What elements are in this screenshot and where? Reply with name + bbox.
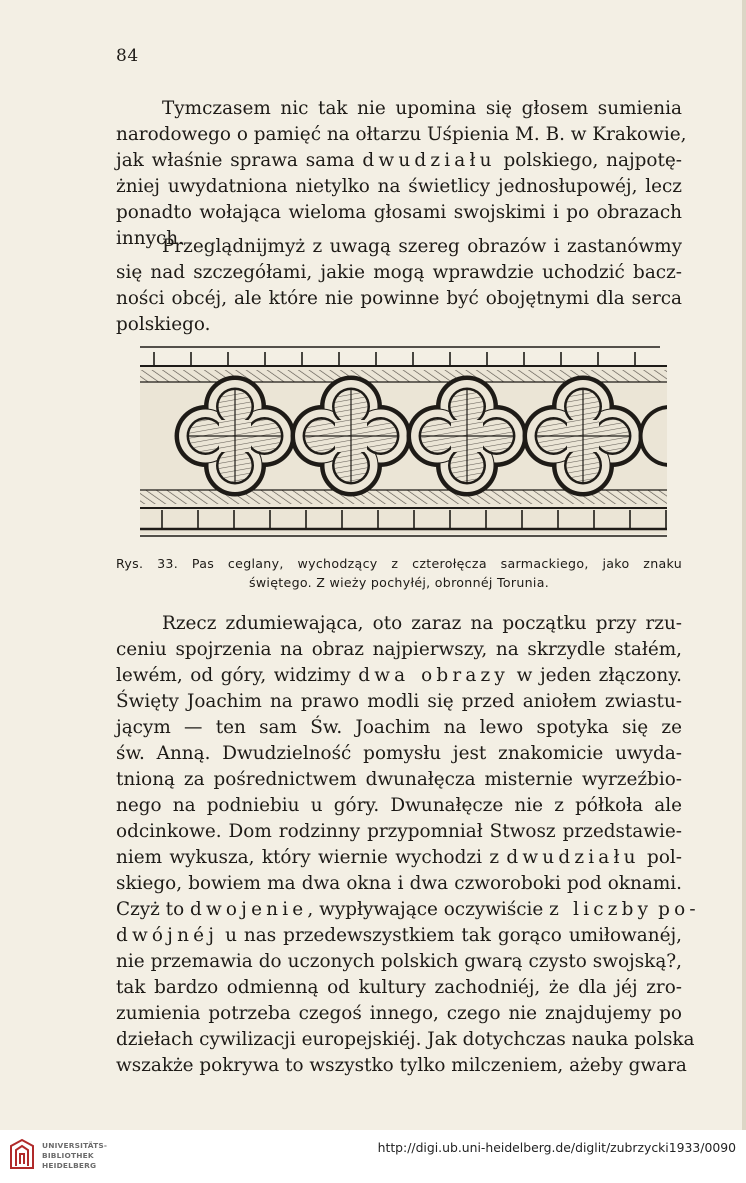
text-run: skiego, bowiem ma dwa okna i dwa czworoboki pod oknami. [116,873,682,894]
text-line [116,819,682,845]
text-line [116,1001,682,1027]
paragraph-text [116,96,687,252]
brick-band-drawing [140,340,667,540]
text-run: żniej uwydatniona nietylko na świetlicy jednosłupowéj, lecz [116,176,682,197]
text-run: polskiego, najpotę- [495,150,682,171]
text-line [116,663,682,689]
text-run: dziełach cywilizacji europejskiéj. Jak dotychczas nauka polska [116,1029,695,1050]
text-line [116,1053,687,1079]
text-line [116,767,682,793]
text-run: jak właśnie sprawa sama [116,150,363,171]
text-line [116,312,682,338]
library-name-line-2: BIBLIOTHEK [42,1151,94,1160]
text-line [116,923,682,949]
text-run: św. Anną. Dwudzielność pomysłu jest znakomicie uwyda- [116,743,682,764]
spaced-emphasis: dwójnéj [116,925,219,946]
permalink-url[interactable]: http://digi.ub.uni-heidelberg.de/diglit/zubrzycki1933/0090 [377,1140,736,1155]
text-run: innych. [116,228,184,249]
text-run: wszakże pokrywa to wszystko tylko milczeniem, ażeby gwara [116,1055,687,1076]
text-run: ności obcéj, ale które nie powinne być obojętnymi dla serca [116,288,682,309]
text-run: polskiego. [116,314,211,335]
library-footer [0,1130,746,1183]
text-line [116,689,682,715]
text-line [116,949,682,975]
page-number: 84 [116,46,139,66]
text-run: zumienia potrzeba czegoś innego, czego nie znajdujemy po [116,1003,682,1024]
library-name-line-1: UNIVERSITÄTS- [42,1141,108,1150]
text-line [116,871,682,897]
text-run: się nad szczegółami, jakie mogą wprawdzie uchodzić bacz- [116,262,682,283]
paragraph-3 [116,611,700,1079]
spaced-emphasis: z liczby [549,899,653,920]
text-run: u nas przedewszystkiem tak gorąco umiłowanéj, [218,925,682,946]
text-line [116,148,682,174]
text-run: jącym — ten sam Św. Joachim na lewo spotyka się ze [116,717,682,738]
text-line [116,715,682,741]
text-line [116,1027,695,1053]
paragraph-2 [116,234,682,338]
text-line [116,741,682,767]
text-run: Czyż to [116,899,190,920]
text-line [116,174,682,200]
text-run: ponadto wołająca wieloma głosami swojskimi i po obrazach [116,202,682,223]
text-line [116,845,682,871]
text-line [116,897,700,923]
text-line [116,234,682,260]
library-name [42,1141,107,1171]
text-run: lewém, od góry, widzimy [116,665,359,686]
text-run: nie przemawia do uczonych polskich gwarą czysto swojską?, [116,951,682,972]
text-line [116,793,682,819]
spaced-emphasis: dwudziału [506,847,640,868]
library-logo [8,1138,148,1174]
text-line [116,975,682,1001]
text-line [116,260,682,286]
text-line [116,200,682,226]
paragraph-text [116,611,700,1079]
text-line [116,96,682,122]
caption-line-1: Rys. 33. Pas ceglany, wychodzący z czterołęcza sarmackiego, jako znaku [116,556,682,571]
text-run: tnioną za pośrednictwem dwunałęcza misternie wyrzeźbio- [116,769,682,790]
text-run: tak bardzo odmienną od kultury zachodniéj, że dla jéj zro- [116,977,682,998]
library-seal-icon [8,1138,36,1172]
spaced-emphasis: dwojenie [190,899,308,920]
text-run: Rzecz zdumiewająca, oto zaraz na początku przy rzu- [162,613,682,634]
text-run: nego na podniebiu u góry. Dwunałęcze nie z półkoła ale [116,795,682,816]
text-run: Święty Joachim na prawo modli się przed aniołem zwiastu- [116,691,682,712]
text-run: pol- [639,847,682,868]
spaced-emphasis: po- [658,899,700,920]
text-run: , wypływające oczywiście [307,899,550,920]
text-line [116,611,682,637]
text-run: Przeglądnijmyż z uwagą szereg obrazów i zastanówmy [162,236,682,257]
text-run: narodowego o pamięć na ołtarzu Uśpienia M. B. w Krakowie, [116,124,687,145]
library-name-line-3: HEIDELBERG [42,1161,97,1170]
text-line [116,286,682,312]
text-line [116,637,682,663]
spaced-emphasis: dwudziału [362,150,496,171]
text-run: odcinkowe. Dom rodzinny przypomniał Stwosz przedstawie- [116,821,682,842]
text-line [116,122,687,148]
paragraph-1 [116,96,687,252]
text-run: ceniu spojrzenia na obraz najpierwszy, na skrzydle stałém, [116,639,682,660]
caption-line-2: świętego. Z wieży pochyłéj, obronnéj Torunia. [248,575,550,590]
text-run: niem wykusza, który wiernie wychodzi z [116,847,507,868]
page-edge [742,0,746,1130]
text-run: w jeden złączony. [509,665,682,686]
spaced-emphasis: dwa obrazy [358,665,509,686]
figure-caption [116,554,682,592]
paragraph-text [116,234,682,338]
brick-band-illustration [140,340,667,540]
text-run: Tymczasem nic tak nie upomina się głosem sumienia [162,98,682,119]
